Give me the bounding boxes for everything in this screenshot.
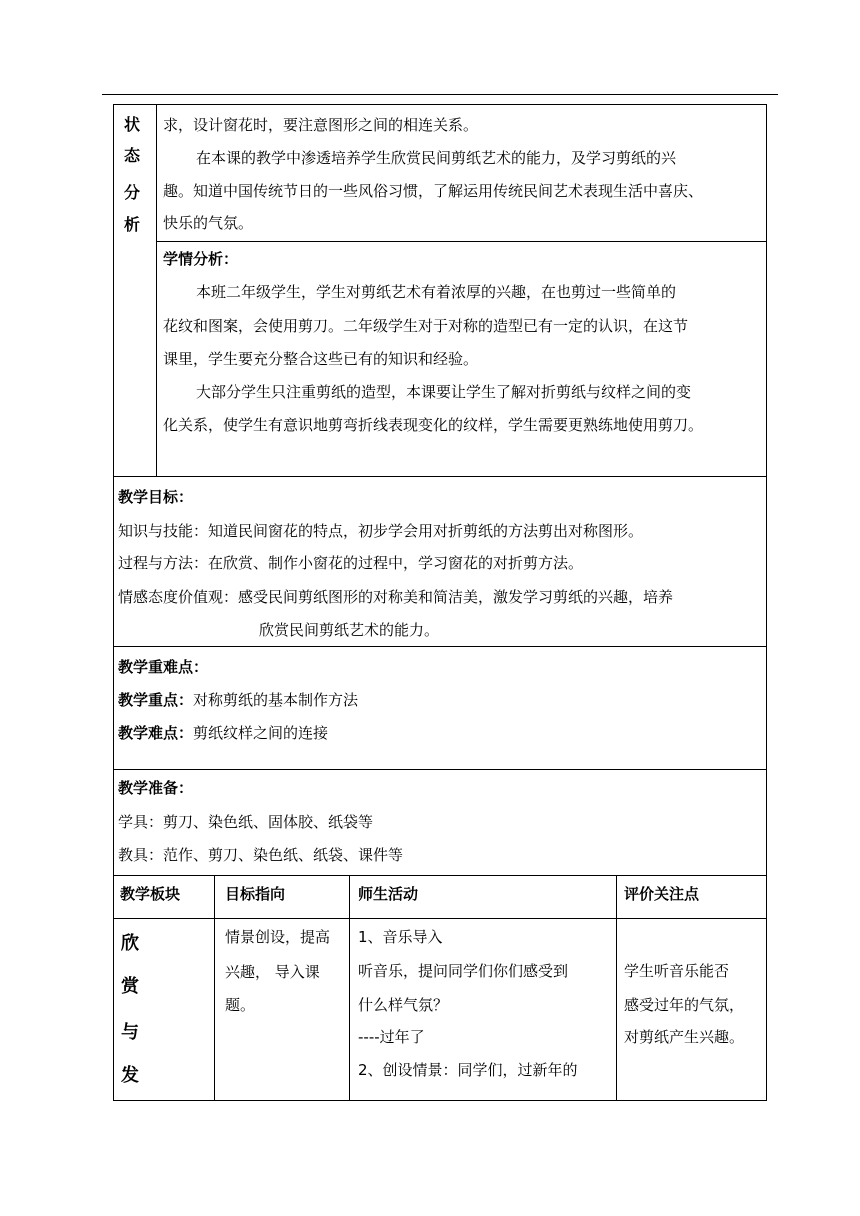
evaluation-line: 学生听音乐能否 bbox=[624, 962, 730, 980]
student-analysis-line: 化关系，使学生有意识地剪弯折线表现变化的纹样，学生需要更熟练地使用剪刀。 bbox=[163, 416, 704, 434]
objectives-section bbox=[113, 476, 767, 647]
focus-label: 教学重点： bbox=[118, 691, 194, 709]
header-activities: 师生活动 bbox=[358, 885, 419, 903]
status-row-divider bbox=[156, 241, 766, 242]
activity-line: 1、音乐导入 bbox=[358, 928, 443, 946]
status-paragraph-line: 在本课的教学中渗透培养学生欣赏民间剪纸艺术的能力，及学习剪纸的兴 bbox=[196, 149, 677, 167]
evaluation-line: 感受过年的气氛， bbox=[624, 996, 745, 1014]
activity-line: 听音乐，提问同学们你们感受到 bbox=[358, 962, 569, 980]
status-paragraph-line: 趣。知道中国传统节日的一些风俗习惯，了解运用传统民间艺术表现生活中喜庆、 bbox=[163, 182, 704, 200]
goal-line: 题。 bbox=[225, 996, 256, 1014]
status-paragraph-line: 快乐的气氛。 bbox=[163, 214, 254, 232]
header-block: 教学板块 bbox=[120, 885, 181, 903]
objectives-title: 教学目标： bbox=[118, 488, 194, 506]
status-analysis-section bbox=[113, 104, 767, 477]
student-analysis-title: 学情分析： bbox=[163, 250, 239, 268]
student-analysis-line: 本班二年级学生，学生对剪纸艺术有着浓厚的兴趣，在也剪过一些简单的 bbox=[196, 283, 677, 301]
table-col-divider bbox=[349, 876, 350, 1100]
table-col-divider bbox=[616, 876, 617, 1100]
student-analysis-line: 大部分学生只注重剪纸的造型，本课要让学生了解对折剪纸与纹样之间的变 bbox=[196, 383, 692, 401]
key-points-title: 教学重难点： bbox=[118, 658, 209, 676]
table-header-divider bbox=[114, 918, 766, 919]
activity-line: ----过年了 bbox=[358, 1028, 425, 1046]
header-goal: 目标指向 bbox=[225, 885, 286, 903]
activity-line: 2、创设情景：同学们，过新年的 bbox=[358, 1061, 578, 1079]
lesson-table bbox=[113, 875, 767, 1101]
focus-text: 对称剪纸的基本制作方法 bbox=[193, 691, 359, 709]
goal-line: 兴趣， 导入课 bbox=[225, 963, 320, 981]
table-col-divider bbox=[214, 876, 215, 1100]
student-analysis-line: 课里，学生要充分整合这些已有的知识和经验。 bbox=[163, 350, 479, 368]
activity-line: 什么样气氛？ bbox=[358, 996, 449, 1014]
block-label-char: 发 bbox=[121, 1065, 139, 1086]
header-evaluation: 评价关注点 bbox=[624, 885, 700, 903]
difficulty-text: 剪纸纹样之间的连接 bbox=[193, 724, 329, 742]
status-label-char: 分 bbox=[124, 183, 141, 202]
objective-process: 过程与方法：在欣赏、制作小窗花的过程中，学习窗花的对折剪方法。 bbox=[118, 554, 584, 572]
key-point-focus bbox=[118, 690, 358, 710]
status-label-char: 析 bbox=[124, 215, 141, 234]
key-point-difficulty bbox=[118, 723, 328, 743]
goal-line: 情景创设，提高 bbox=[225, 928, 331, 946]
status-column-divider bbox=[156, 105, 157, 476]
objective-emotion: 情感态度价值观：感受民间剪纸图形的对称美和简洁美，激发学习剪纸的兴趣，培养 bbox=[118, 588, 674, 606]
key-points-section bbox=[113, 646, 767, 770]
student-analysis-line: 花纹和图案，会使用剪刀。二年级学生对于对称的造型已有一定的认识，在这节 bbox=[163, 317, 689, 335]
status-label-char: 状 bbox=[124, 115, 141, 134]
objective-knowledge: 知识与技能：知道民间窗花的特点，初步学会用对折剪纸的方法剪出对称图形。 bbox=[118, 522, 644, 540]
status-label-char: 态 bbox=[124, 146, 141, 165]
preparation-section bbox=[113, 769, 767, 876]
preparation-title: 教学准备： bbox=[118, 779, 194, 797]
objective-emotion-cont: 欣赏民间剪纸艺术的能力。 bbox=[259, 621, 440, 639]
difficulty-label: 教学难点： bbox=[118, 724, 194, 742]
page-header-rule bbox=[102, 94, 778, 95]
block-label-char: 赏 bbox=[121, 976, 139, 997]
status-continuation: 求，设计窗花时，要注意图形之间的相连关系。 bbox=[163, 116, 479, 134]
teacher-tools: 教具：范作、剪刀、染色纸、纸袋、课件等 bbox=[118, 846, 404, 864]
block-label-char: 欣 bbox=[121, 933, 139, 954]
block-label-char: 与 bbox=[121, 1022, 139, 1043]
evaluation-line: 对剪纸产生兴趣。 bbox=[624, 1028, 745, 1046]
student-tools: 学具：剪刀、染色纸、固体胶、纸袋等 bbox=[118, 813, 374, 831]
